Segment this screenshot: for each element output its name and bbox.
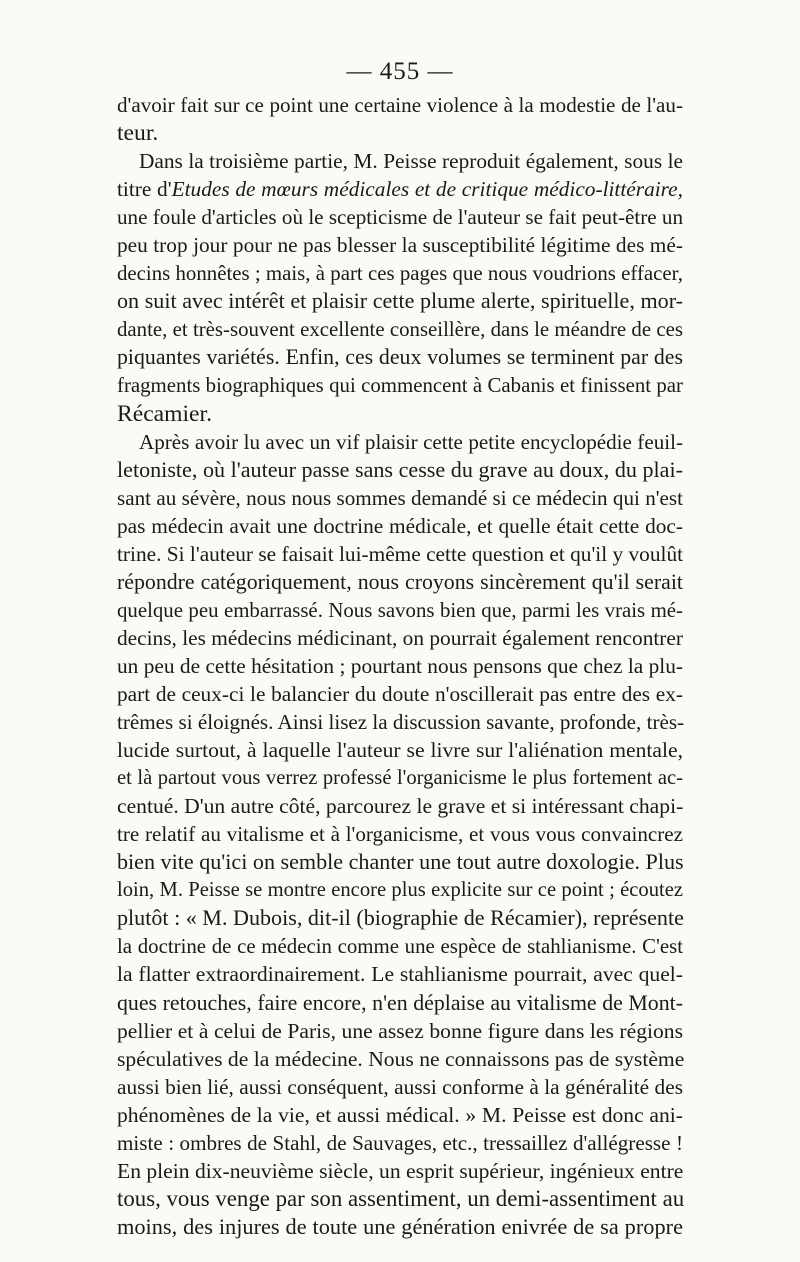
text-line: la flatter extraordinairement. Le stahlianisme pourrait, avec quel- xyxy=(117,962,683,987)
text-line: letoniste, où l'auteur passe sans cesse du grave au doux, du plai- xyxy=(117,456,683,482)
text-line: decins honnêtes ; mais, à part ces pages que nous voudrions effacer, xyxy=(117,261,683,286)
text-line: et là partout vous verrez professé l'organicisme le plus fortement ac- xyxy=(117,767,683,790)
text-line: teur. xyxy=(117,120,159,147)
text-line: centué. D'un autre côté, parcourez le grave et si intéressant chapi- xyxy=(117,794,684,819)
text-line: une foule d'articles où le scepticisme de l'auteur se fait peut-être un xyxy=(117,205,683,230)
text-line: phénomènes de la vie, et aussi médical. » M. Peisse est donc ani- xyxy=(117,1102,683,1127)
text-line: peu trop jour pour ne pas blesser la susceptibilité légitime des mé- xyxy=(117,233,683,258)
text-line: fragments biographiques qui commencent à Cabanis et finissent par xyxy=(117,373,683,398)
text-line: bien vite qu'ici on semble chanter une tout autre doxologie. Plus xyxy=(117,849,684,875)
text-line: miste : ombres de Stahl, de Sauvages, etc., tressaillez d'allégresse ! xyxy=(117,1130,683,1155)
text-line: trêmes si éloignés. Ainsi lisez la discussion savante, profonde, très- xyxy=(117,710,685,735)
text-line: pas médecin avait une doctrine médicale, et quelle était cette doc- xyxy=(117,513,683,538)
text-line: plutôt : « M. Dubois, dit-il (biographie de Récamier), représente xyxy=(117,905,684,931)
text-line: Récamier. xyxy=(117,400,212,427)
text-line: tous, vous venge par son assentiment, un demi-assentiment au xyxy=(117,1185,685,1211)
text-line: ques retouches, faire encore, n'en déplaise au vitalisme de Mont- xyxy=(117,990,683,1015)
text-line: Dans la troisième partie, M. Peisse reproduit également, sous le xyxy=(139,149,683,174)
body-text xyxy=(117,91,683,1241)
text-line: quelque peu embarrassé. Nous savons bien que, parmi les vrais mé- xyxy=(117,597,683,622)
text-line: loin, M. Peisse se montre encore plus explicite sur ce point ; écoutez xyxy=(117,879,683,902)
text-line: En plein dix-neuvième siècle, un esprit supérieur, ingénieux entre xyxy=(117,1158,684,1183)
title-prefix: titre d' xyxy=(117,177,172,202)
book-section-title: Etudes de mœurs médicales et de critique médico-littéraire, xyxy=(171,177,683,202)
text-line: tre relatif au vitalisme et à l'organicisme, et vous vous convaincrez xyxy=(117,822,683,847)
text-line: dante, et très-souvent excellente conseillère, dans le méandre de ces xyxy=(117,317,683,342)
text-line xyxy=(117,175,683,203)
text-line: spéculatives de la médecine. Nous ne connaissons pas de système xyxy=(117,1046,685,1071)
text-line: aussi bien lié, aussi conséquent, aussi conforme à la généralité des xyxy=(117,1074,683,1099)
text-line: répondre catégoriquement, nous croyons sincèrement qu'il serait xyxy=(117,569,683,594)
text-line: decins, les médecins médicinant, on pourrait également rencontrer xyxy=(117,625,683,650)
text-line: la doctrine de ce médecin comme une espèce de stahlianisme. C'est xyxy=(117,934,683,959)
text-line: piquantes variétés. Enfin, ces deux volumes se terminent par des xyxy=(117,345,683,370)
text-line: d'avoir fait sur ce point une certaine violence à la modestie de l'au- xyxy=(117,93,683,117)
text-line: un peu de cette hésitation ; pourtant nous pensons que chez la plu- xyxy=(117,653,683,678)
text-line: part de ceux-ci le balancier du doute n'oscillerait pas entre des ex- xyxy=(117,681,683,706)
text-line: trine. Si l'auteur se faisait lui-même cette question et qu'il y voulût xyxy=(117,541,684,566)
text-line: on suit avec intérêt et plaisir cette plume alerte, spirituelle, mor- xyxy=(117,288,683,314)
text-line: lucide surtout, à laquelle l'auteur se livre sur l'aliénation mentale, xyxy=(117,738,683,763)
text-line: moins, des injures de toute une génération enivrée de sa propre xyxy=(117,1213,683,1239)
text-line: sant au sévère, nous nous sommes demandé si ce médecin qui n'est xyxy=(117,485,683,510)
text-line: pellier et à celui de Paris, une assez bonne figure dans les régions xyxy=(117,1018,683,1043)
page-number: — 455 — xyxy=(346,58,454,85)
text-line: Après avoir lu avec un vif plaisir cette petite encyclopédie feuil- xyxy=(139,429,683,454)
